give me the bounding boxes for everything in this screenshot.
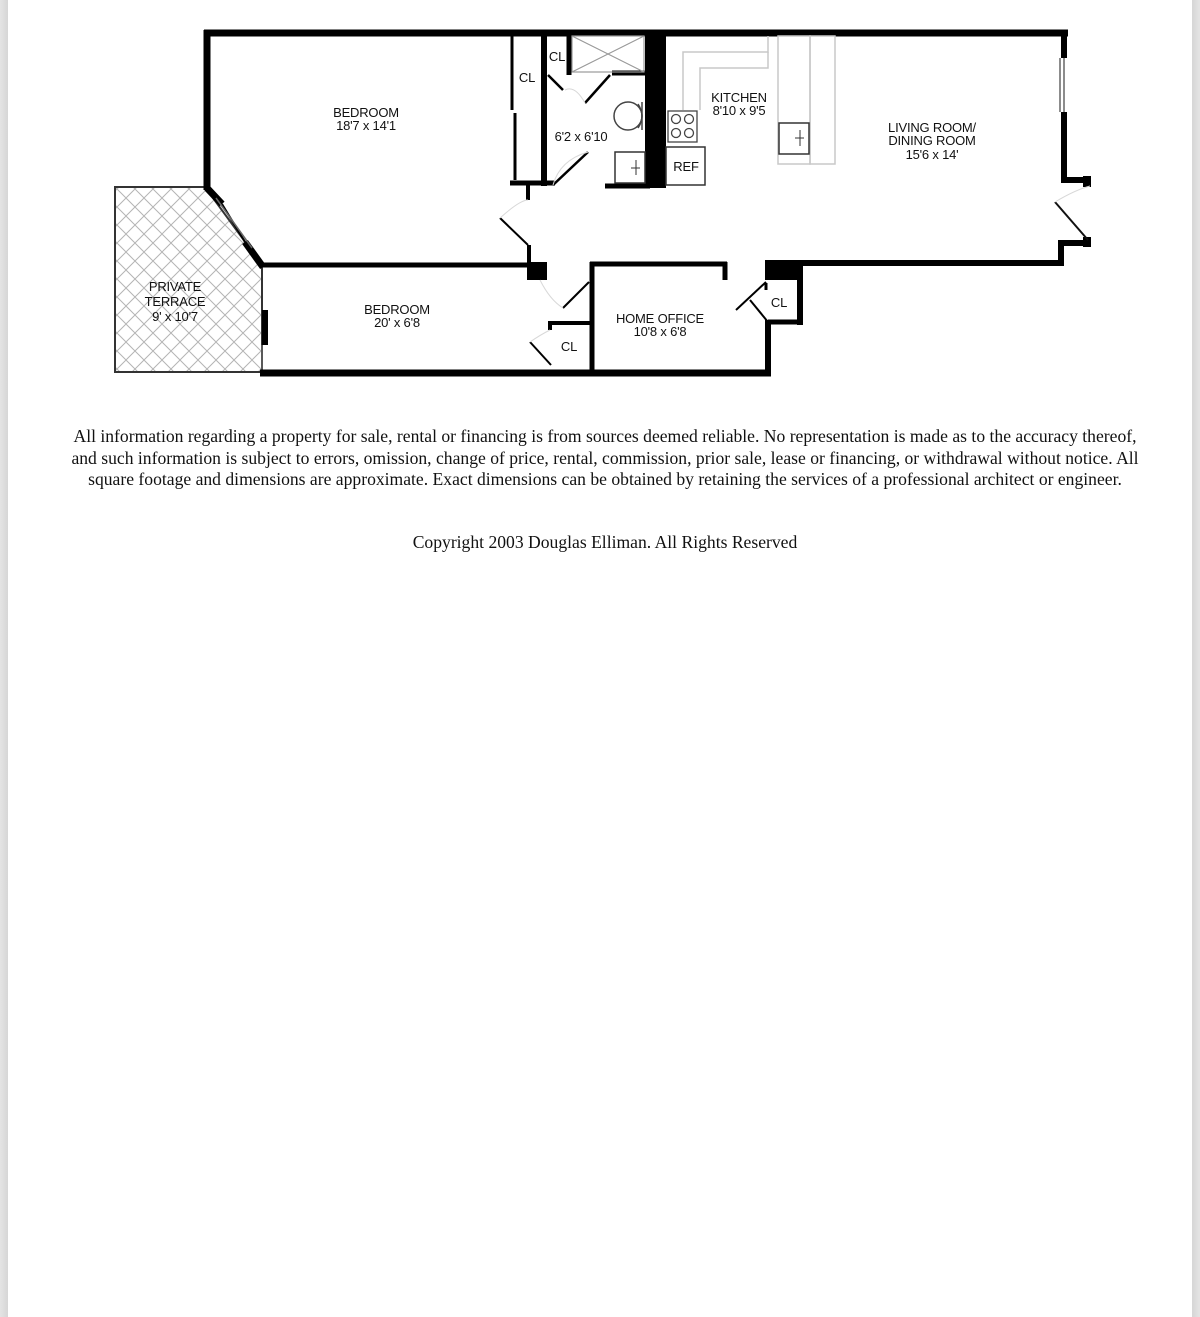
closet-label: CL [548, 49, 566, 64]
room-dimensions: 8'10 x 9'5 [712, 103, 766, 118]
toilet-icon [614, 102, 642, 130]
room-name: KITCHEN [711, 90, 767, 105]
floor-plan-drawing [0, 0, 1200, 400]
room-name-line-2: DINING ROOM [888, 133, 976, 148]
room-dimensions: 9' x 10'7 [152, 309, 198, 324]
room-dimensions: 20' x 6'8 [374, 315, 420, 330]
refrigerator-label: REF [673, 159, 699, 174]
kitchen-sink-icon [779, 123, 809, 154]
kitchen-label [698, 91, 780, 117]
bedroom-1-label [316, 106, 416, 132]
living-dining-label [870, 122, 994, 163]
room-name-line-1: PRIVATE [148, 279, 202, 294]
closet-label: CL [770, 295, 788, 310]
room-dimensions: 15'6 x 14' [905, 147, 959, 162]
bathroom-label [546, 130, 616, 143]
bedroom-2-label [347, 303, 447, 329]
closet-label: CL [560, 339, 578, 354]
room-name-line-2: TERRACE [144, 294, 206, 309]
home-office-label [605, 312, 715, 338]
room-name: BEDROOM [364, 302, 430, 317]
floor-plan [0, 0, 1200, 400]
shower-icon [572, 36, 644, 72]
room-name-line-1: LIVING ROOM/ [888, 120, 976, 135]
door-swings [500, 89, 1090, 342]
disclaimer-text: All information regarding a property for sale, rental or financing is from sources deemed reliable. No representation is made as to the accuracy thereof, and such information is subject to errors, omission, change of price, rental, commission, prior sale, lease or financing, or withdrawal without notice. All square footage and dimensions are approximate. Exact dimensions can be obtained by retaining the services of a professional architect or engineer. [71, 426, 1139, 489]
room-name: BEDROOM [333, 105, 399, 120]
entry-door [1055, 202, 1088, 240]
room-dimensions: 18'7 x 14'1 [336, 118, 396, 133]
stove-icon [668, 111, 697, 142]
room-dimensions: 10'8 x 6'8 [633, 324, 687, 339]
private-terrace-label [125, 279, 225, 324]
copyright-text: Copyright 2003 Douglas Elliman. All Rights Reserved [412, 532, 798, 552]
room-name: HOME OFFICE [615, 311, 705, 326]
room-dimensions: 6'2 x 6'10 [554, 129, 608, 144]
closet-label: CL [518, 70, 536, 85]
bath-sink-icon [615, 152, 645, 183]
